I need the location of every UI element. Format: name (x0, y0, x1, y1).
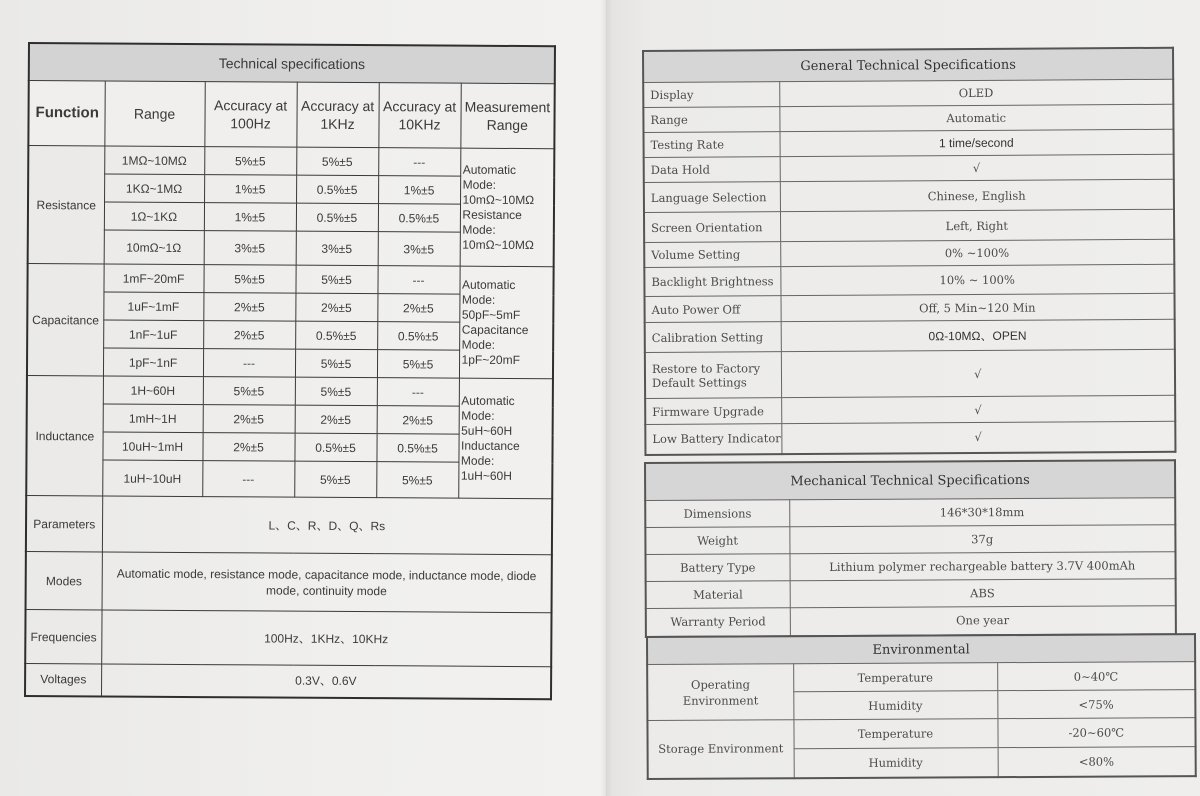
table-row (644, 129, 1174, 157)
accuracy-cell: 5%±5 (295, 349, 377, 378)
table-row (26, 551, 552, 612)
column-header: Range (104, 81, 204, 147)
measurement-line: 50pF~5mF (461, 307, 521, 322)
spec-label: Weight (645, 527, 789, 555)
range-cell: 1nF~1uF (103, 320, 203, 349)
spec-value: 0% ~100% (780, 239, 1174, 266)
modes-label: Modes (26, 551, 102, 609)
table-row (646, 606, 1176, 637)
spec-value: 1 time/second (780, 129, 1174, 156)
measurement-line: Inductance (461, 438, 520, 453)
table-title: General Technical Specifications (643, 48, 1173, 83)
accuracy-cell: 1%±5 (378, 176, 460, 205)
spec-value: Off, 5 Min~120 Min (781, 293, 1175, 321)
parameters-value: L、C、R、D、Q、Rs (102, 496, 552, 555)
page-fold (600, 0, 612, 796)
spec-label: Auto Power Off (645, 296, 781, 323)
table-row (644, 154, 1174, 182)
parameters-label: Parameters (26, 495, 102, 551)
range-cell: 1Ω~1KΩ (104, 202, 204, 231)
measurement-line: Automatic (461, 393, 515, 408)
table-row (644, 209, 1174, 242)
table-row (643, 79, 1173, 107)
table-row (644, 239, 1174, 267)
column-header: Accuracy at 10KHz (378, 83, 460, 148)
accuracy-cell: 5%±5 (203, 377, 295, 406)
table-row (645, 319, 1175, 352)
table-row (643, 104, 1173, 132)
table-row (25, 663, 551, 698)
spec-label: Range (643, 107, 779, 133)
accuracy-cell: 0.5%±5 (296, 203, 378, 232)
accuracy-cell: 2%±5 (295, 293, 377, 322)
voltages-value: 0.3V、0.6V (101, 664, 551, 699)
spec-value: ABS (790, 579, 1176, 608)
accuracy-cell: 1%±5 (204, 175, 296, 204)
table-row (644, 264, 1174, 296)
table-title: Technical specifications (29, 43, 555, 84)
accuracy-cell: --- (203, 349, 295, 378)
environmental-table (646, 633, 1197, 779)
spec-value: OLED (779, 79, 1173, 106)
accuracy-cell: 2%±5 (377, 294, 459, 323)
general-specifications-table (642, 47, 1176, 456)
spec-label: Calibration Setting (645, 322, 781, 353)
spec-label: Volume Setting (644, 242, 780, 268)
table-row (647, 662, 1195, 693)
table-row (27, 264, 553, 295)
accuracy-cell: 0.5%±5 (376, 434, 458, 463)
column-header: Function (28, 81, 104, 146)
table-row (644, 179, 1174, 212)
humidity-label: Humidity (794, 748, 998, 778)
spec-value: Left, Right (780, 209, 1174, 241)
range-cell: 1mF~20mF (103, 264, 203, 293)
table-row (645, 293, 1175, 322)
table-row (647, 718, 1195, 750)
temperature-value: 0~40℃ (997, 662, 1195, 691)
accuracy-cell: 1%±5 (204, 203, 296, 232)
accuracy-cell: 0.5%±5 (377, 322, 459, 351)
table-row (645, 421, 1175, 454)
header-row (28, 81, 554, 149)
measurement-line: Mode: (462, 177, 497, 192)
humidity-value: <75% (997, 690, 1195, 719)
accuracy-cell: --- (377, 266, 459, 295)
accuracy-cell: --- (377, 378, 459, 407)
table-row (27, 375, 553, 406)
spec-label: Language Selection (644, 182, 780, 213)
spec-label: Firmware Upgrade (645, 398, 781, 425)
accuracy-cell: 0.5%±5 (294, 433, 376, 462)
range-cell: 1H~60H (103, 376, 203, 405)
measurement-range-cell (458, 378, 553, 499)
measurement-line: Mode: (462, 222, 496, 237)
table-row (28, 146, 554, 177)
accuracy-cell: 5%±5 (295, 377, 377, 406)
measurement-line: 1uH~60H (460, 468, 512, 483)
measurement-line: Automatic (462, 162, 517, 177)
measurement-range-cell (459, 266, 554, 379)
spec-value: Automatic (779, 104, 1173, 131)
table-row (645, 498, 1175, 528)
accuracy-cell: 5%±5 (376, 462, 458, 499)
range-cell: 10mΩ~1Ω (104, 230, 204, 265)
accuracy-cell: 5%±5 (296, 147, 378, 176)
table-row (646, 579, 1176, 609)
table-row (645, 525, 1175, 555)
accuracy-cell: 5%±5 (295, 265, 377, 294)
measurement-range-cell (460, 148, 555, 267)
spec-value: One year (790, 606, 1176, 636)
range-cell: 10uH~1mH (102, 432, 202, 461)
column-header: Accuracy at 1KHz (296, 82, 378, 147)
spec-value: 0Ω-10MΩ、OPEN (781, 319, 1175, 351)
accuracy-cell: 2%±5 (203, 405, 295, 434)
storage-environment-label: Storage Environment (647, 720, 793, 779)
table-title: Environmental (647, 634, 1195, 664)
measurement-line: Mode: (460, 453, 495, 468)
accuracy-cell: 3%±5 (296, 231, 378, 266)
function-label: Resistance (28, 146, 105, 264)
spec-value: √ (781, 395, 1175, 423)
spec-label: Backlight Brightness (644, 267, 780, 297)
table-row (645, 349, 1175, 398)
spec-value: Lithium polymer rechargeable battery 3.7V 400mAh (789, 552, 1175, 581)
column-header: Measurement Range (460, 83, 554, 149)
spec-value: 10% ~ 100% (780, 264, 1174, 295)
frequencies-value: 100Hz、1KHz、10KHz (101, 610, 551, 667)
humidity-value: <80% (998, 747, 1196, 777)
spec-value: √ (781, 349, 1175, 397)
measurement-line: Capacitance (461, 322, 529, 337)
range-cell: 1uF~1mF (103, 292, 203, 321)
measurement-line: 10mΩ~10MΩ (462, 237, 534, 252)
spec-label: Warranty Period (646, 608, 790, 637)
accuracy-cell: 5%±5 (294, 461, 376, 498)
spec-label: Testing Rate (644, 132, 780, 158)
measurement-line: 1pF~20mF (461, 352, 520, 367)
accuracy-cell: 0.5%±5 (295, 321, 377, 350)
accuracy-cell: 2%±5 (295, 405, 377, 434)
measurement-line: 10mΩ~10MΩ (462, 192, 535, 207)
technical-specifications-table (24, 42, 556, 700)
range-cell: 1pF~1nF (103, 348, 203, 377)
spec-label: Battery Type (645, 554, 789, 582)
spec-label: Material (646, 581, 790, 609)
accuracy-cell: 0.5%±5 (296, 175, 378, 204)
modes-value: Automatic mode, resistance mode, capacitance mode, inductance mode, diode mode, continuity mode (102, 552, 552, 613)
spec-value: 146*30*18mm (789, 498, 1175, 527)
range-cell: 1MΩ~10MΩ (104, 146, 204, 175)
voltages-label: Voltages (25, 663, 101, 695)
operating-environment-label: Operating Environment (647, 664, 793, 721)
table-row (25, 609, 551, 666)
range-cell: 1mH~1H (103, 404, 203, 433)
range-cell: 1uH~10uH (102, 460, 202, 497)
frequencies-label: Frequencies (25, 609, 101, 663)
accuracy-cell: 2%±5 (203, 293, 295, 322)
function-label: Capacitance (27, 264, 104, 376)
accuracy-cell: --- (202, 461, 294, 498)
humidity-label: Humidity (793, 691, 997, 720)
table-row (645, 552, 1175, 582)
accuracy-cell: 2%±5 (202, 433, 294, 462)
spec-label: Low Battery Indicator (645, 424, 781, 455)
accuracy-cell: 3%±5 (378, 232, 460, 267)
measurement-line: Automatic (461, 277, 516, 292)
measurement-line: Mode: (461, 337, 496, 352)
accuracy-cell: 2%±5 (203, 321, 295, 350)
spec-value: Chinese, English (780, 179, 1174, 211)
spec-value: 37g (789, 525, 1175, 554)
table-title: Mechanical Technical Specifications (645, 460, 1175, 500)
accuracy-cell: --- (378, 148, 460, 177)
temperature-label: Temperature (793, 663, 997, 692)
range-cell: 1KΩ~1MΩ (104, 174, 204, 203)
spec-label: Restore to Factory Default Settings (645, 352, 781, 399)
temperature-label: Temperature (793, 719, 997, 749)
column-header: Accuracy at 100Hz (204, 82, 296, 148)
accuracy-cell: 5%±5 (204, 147, 296, 176)
spec-value: √ (780, 154, 1174, 181)
accuracy-cell: 5%±5 (377, 350, 459, 379)
measurement-line: Mode: (461, 408, 495, 423)
spec-label: Dimensions (645, 500, 789, 528)
spec-value: √ (781, 421, 1175, 453)
measurement-line: Resistance (462, 207, 522, 222)
spec-label: Data Hold (644, 157, 780, 183)
mechanical-specifications-table (644, 459, 1177, 637)
measurement-line: 5uH~60H (461, 423, 513, 438)
measurement-line: Mode: (461, 292, 496, 307)
accuracy-cell: 0.5%±5 (378, 204, 460, 233)
function-label: Inductance (26, 375, 103, 495)
temperature-value: -20~60℃ (997, 718, 1195, 748)
table-row (26, 495, 552, 554)
accuracy-cell: 5%±5 (203, 265, 295, 294)
spec-label: Display (643, 82, 779, 108)
accuracy-cell: 2%±5 (377, 406, 459, 435)
spec-label: Screen Orientation (644, 212, 780, 243)
table-row (645, 395, 1175, 424)
accuracy-cell: 3%±5 (204, 231, 296, 266)
